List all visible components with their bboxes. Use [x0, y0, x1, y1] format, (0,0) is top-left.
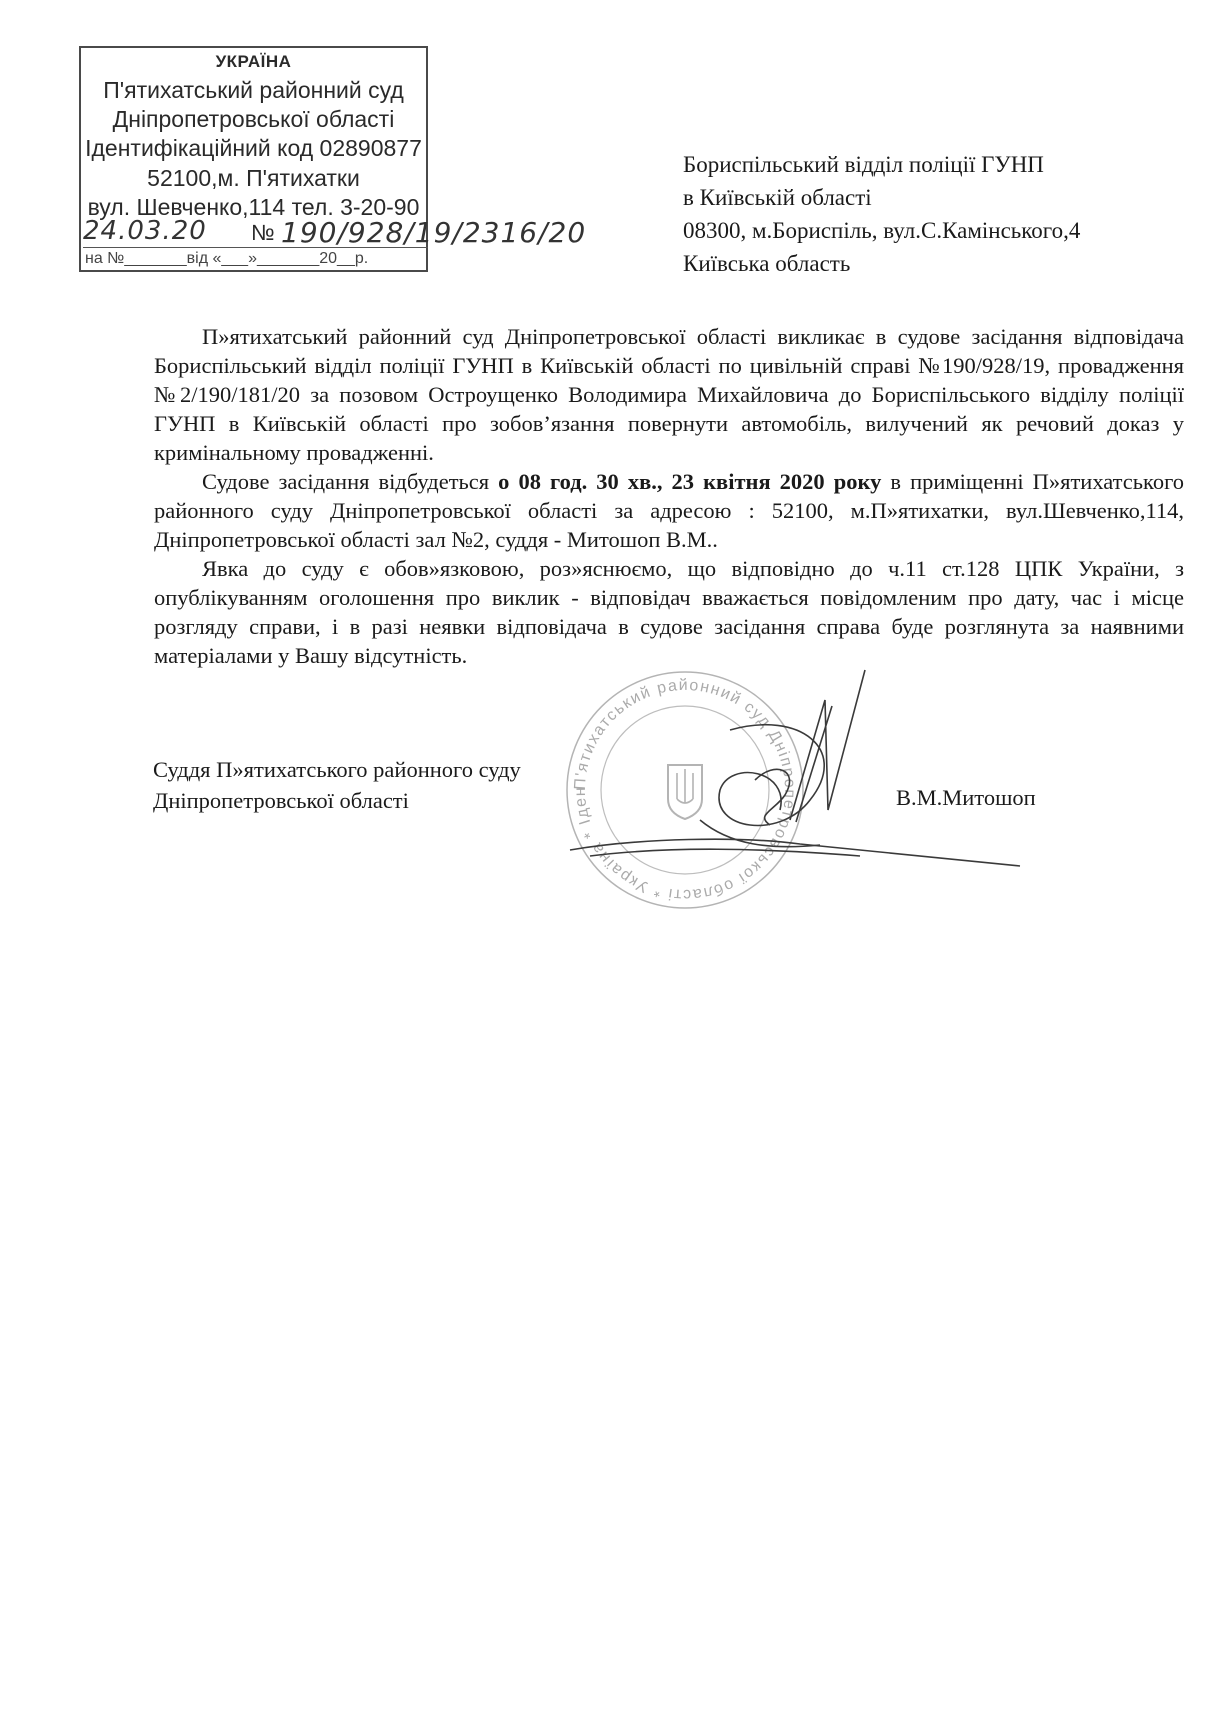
signatory-title-line-2: Дніпропетровської області: [153, 788, 409, 813]
seal-ring-text: [553, 657, 798, 903]
stamp-number-label: №: [251, 220, 275, 245]
hearing-text-start: Судове засідання відбудеться: [202, 469, 499, 494]
paragraph-summons: П»ятихатський районний суд Дніпропетровської області викликає в судове засідання відповідача Бориспільський відділ поліції ГУНП в Київській області по цивільній справі №190/928/19, провадження №2/190/181/20 за позовом Остроущенко Володимира Михайловича до Бориспільського відділу поліції ГУНП в Київській області про зобов’язання повернути автомобіль, вилучений як речовий доказ у кримінальному провадженні.: [154, 324, 1184, 465]
paragraph-attendance: Явка до суду є обов»язковою, роз»яснюємо, що відповідно до ч.11 ст.128 ЦПК України, з опублікуванням оголошення про виклик - відповідач вважається повідомленим про дату, час і місце розгляду справи, і в разі неявки відповідача в судове засідання справа буде розглянута за наявними матеріалами у Вашу відсутність.: [154, 556, 1184, 668]
signatory-title-line-1: Суддя П»ятихатського районного суду: [153, 757, 521, 782]
stamp-handwritten-date: 24.03.20: [83, 216, 207, 246]
addressee-line-2: в Київській області: [683, 185, 872, 210]
stamp-reply-line: на №_______від «___»_______20__р.: [85, 250, 369, 267]
stamp-country: УКРАЇНА: [215, 52, 292, 71]
addressee-line-3: 08300, м.Бориспіль, вул.С.Камінського,4: [683, 218, 1081, 243]
seal-ring-path: П'ятихатський районний суд Дніпропетровської області * Україна * Ідентифікаційний код 02890877 *: [552, 657, 799, 904]
signatory-name: В.М.Митошоп: [896, 785, 1036, 810]
hearing-datetime: о 08 год. 30 хв., 23 квітня 2020 року: [498, 469, 882, 494]
round-seal: [553, 657, 803, 908]
addressee-line-4: Київська область: [683, 251, 851, 276]
stamp-underline: [83, 247, 428, 248]
stamp-court-name: П'ятихатський районний суд: [103, 77, 404, 103]
stamp-region: Дніпропетровської області: [112, 106, 395, 132]
stamp-date-number-row: [83, 216, 587, 249]
coat-of-arms-icon: [668, 765, 702, 819]
outgoing-registration-stamp: [79, 46, 587, 272]
stamp-city: 52100,м. П'ятихатки: [147, 165, 360, 191]
addressee-line-1: Бориспільський відділ поліції ГУНП: [683, 152, 1044, 177]
addressee-block: [683, 148, 1080, 280]
hearing-text-end: в приміщенні П»ятихатського районного суду Дніпропетровської області за адресою : 52100, м.П»ятихатки, вул.Шевченко,114, Дніпропетровської області зал №2, суддя - Митошоп В.М..: [154, 469, 1184, 552]
stamp-id-code: Ідентифікаційний код 02890877: [85, 135, 422, 161]
paragraph-hearing: [154, 467, 1184, 554]
letter-body: [154, 322, 1184, 670]
stamp-street: вул. Шевченко,114 тел. 3-20-90: [87, 194, 420, 220]
official-seal-and-signature: [552, 657, 1030, 910]
stamp-handwritten-number: 190/928/19/2316/20: [281, 216, 587, 249]
signatory-title: [153, 754, 521, 816]
